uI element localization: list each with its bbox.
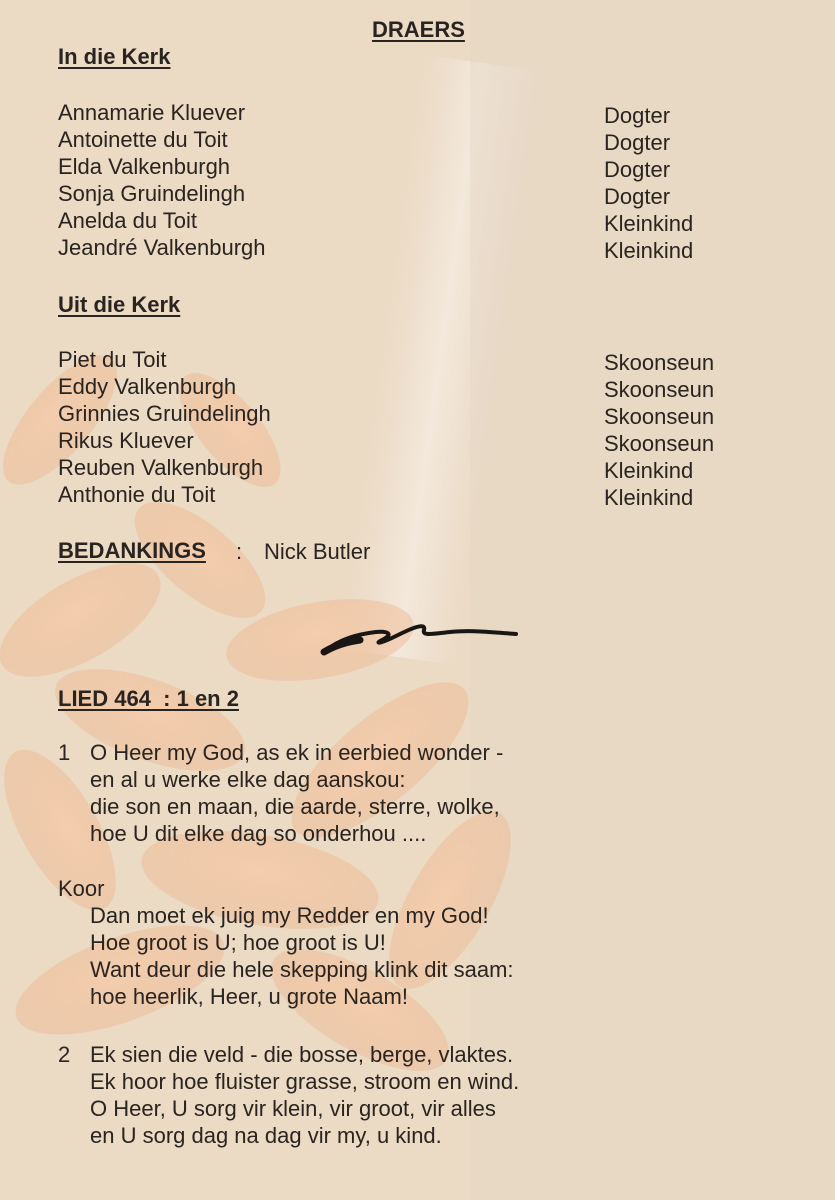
lyric-line: Ek sien die veld - die bosse, berge, vlaktes. — [90, 1042, 514, 1067]
bearer-relation: Skoonseun — [604, 377, 715, 402]
lyric-line: Ek hoor hoe fluister grasse, stroom en wind. — [90, 1069, 520, 1094]
list-item — [0, 234, 835, 261]
hymn-verse-1 — [0, 740, 835, 852]
list-item — [0, 99, 835, 126]
bearer-relation: Dogter — [604, 130, 671, 155]
decorative-flourish — [320, 618, 520, 658]
bearer-name: Elda Valkenburgh — [58, 154, 231, 179]
bearer-name: Sonja Gruindelingh — [58, 181, 246, 206]
bearer-name: Eddy Valkenburgh — [58, 374, 237, 399]
list-item — [0, 400, 835, 427]
bearer-relation: Dogter — [604, 157, 671, 182]
section-heading-in-church: In die Kerk — [58, 44, 171, 69]
bearer-relation: Kleinkind — [604, 485, 694, 510]
lyric-line: en U sorg dag na dag vir my, u kind. — [90, 1123, 442, 1148]
page-title: DRAERS — [372, 17, 465, 42]
thanks-line — [58, 538, 558, 566]
hymn-chorus — [0, 876, 835, 1016]
verse-number: 2 — [58, 1042, 71, 1067]
bearer-name: Reuben Valkenburgh — [58, 455, 264, 480]
lyric-line: Dan moet ek juig my Redder en my God! — [90, 903, 489, 928]
list-item — [0, 180, 835, 207]
chorus-label: Koor — [58, 876, 105, 901]
lyric-line: hoe U dit elke dag so onderhou .... — [90, 821, 427, 846]
bearer-name: Rikus Kluever — [58, 428, 194, 453]
bearer-name: Jeandré Valkenburgh — [58, 235, 266, 260]
bearer-name: Antoinette du Toit — [58, 127, 228, 152]
list-item — [0, 126, 835, 153]
list-item — [0, 373, 835, 400]
bearer-name: Anelda du Toit — [58, 208, 198, 233]
lyric-line: die son en maan, die aarde, sterre, wolke, — [90, 794, 500, 819]
bearer-relation: Kleinkind — [604, 458, 694, 483]
thanks-separator: : — [236, 539, 243, 564]
hymn-verse-2 — [0, 1042, 835, 1154]
lyric-line: hoe heerlik, Heer, u grote Naam! — [90, 984, 408, 1009]
list-item — [0, 454, 835, 481]
bearer-relation: Kleinkind — [604, 238, 694, 263]
verse-number: 1 — [58, 740, 71, 765]
bearer-name: Anthonie du Toit — [58, 482, 216, 507]
lyric-line: O Heer, U sorg vir klein, vir groot, vir alles — [90, 1096, 496, 1121]
lyric-line: en al u werke elke dag aanskou: — [90, 767, 406, 792]
bearer-relation: Dogter — [604, 184, 671, 209]
bearer-relation: Kleinkind — [604, 211, 694, 236]
bearer-relation: Dogter — [604, 103, 671, 128]
list-item — [0, 346, 835, 373]
bearer-relation: Skoonseun — [604, 404, 715, 429]
bearer-name: Annamarie Kluever — [58, 100, 246, 125]
list-item — [0, 153, 835, 180]
section-heading-out-of-church: Uit die Kerk — [58, 292, 181, 317]
hymn-heading: LIED 464 : 1 en 2 — [58, 686, 239, 711]
bearer-name: Grinnies Gruindelingh — [58, 401, 271, 426]
lyric-line: Hoe groot is U; hoe groot is U! — [90, 930, 386, 955]
thanks-label: BEDANKINGS — [58, 538, 206, 563]
list-item — [0, 481, 835, 508]
bearer-name: Piet du Toit — [58, 347, 167, 372]
bearer-relation: Skoonseun — [604, 350, 715, 375]
thanks-name: Nick Butler — [264, 539, 371, 564]
list-item — [0, 207, 835, 234]
list-item — [0, 427, 835, 454]
bearer-relation: Skoonseun — [604, 431, 715, 456]
lyric-line: Want deur die hele skepping klink dit saam: — [90, 957, 514, 982]
lyric-line: O Heer my God, as ek in eerbied wonder - — [90, 740, 504, 765]
